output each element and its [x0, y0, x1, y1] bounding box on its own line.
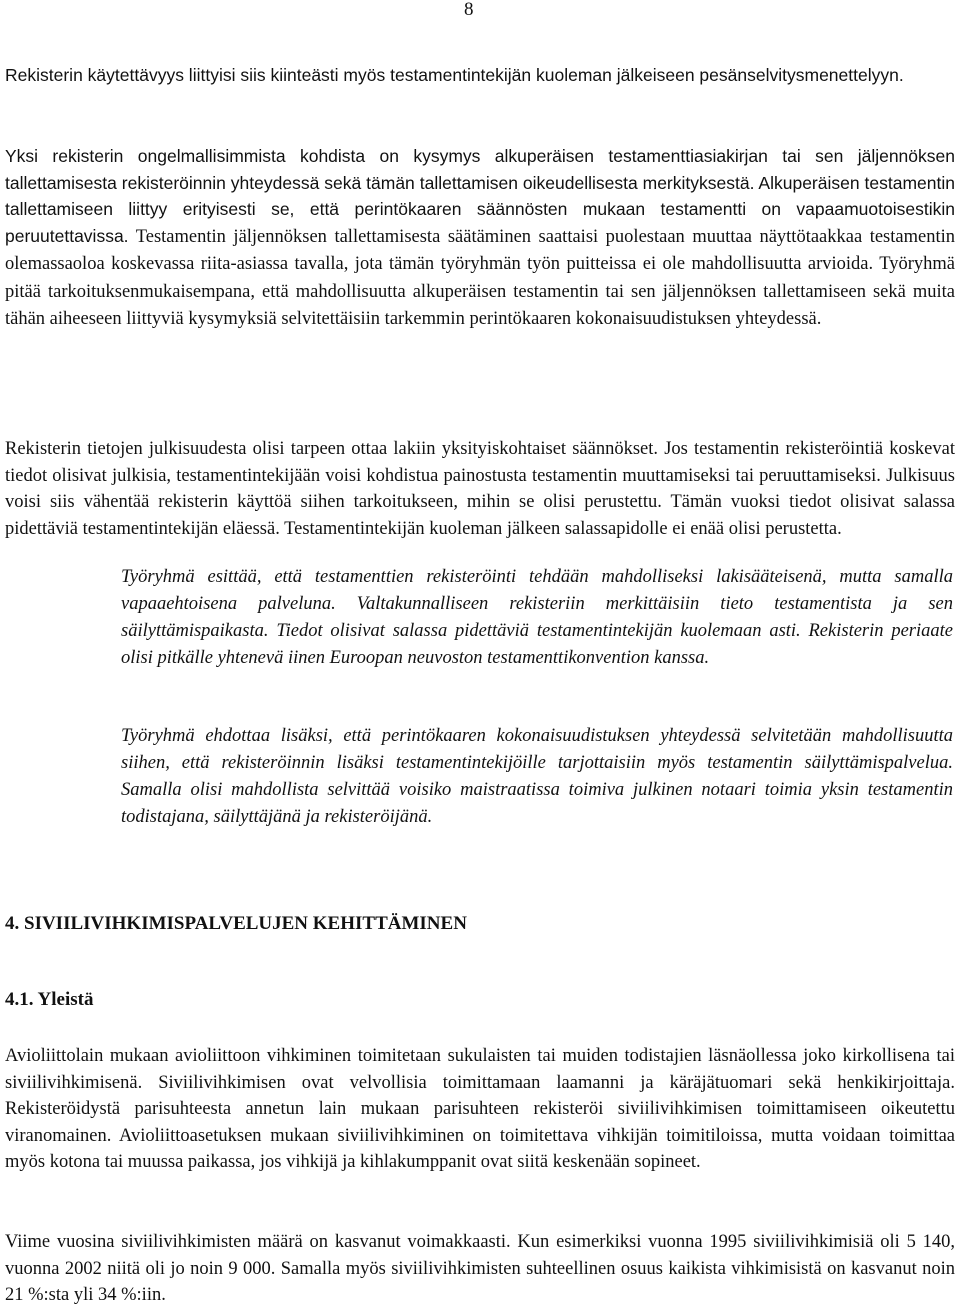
paragraph-civil-marriage-law: Avioliittolain mukaan avioliittoon vihkiminen toimitetaan sukulaisten tai muiden todistajien läsnäollessa joko kirkollisena tai siviilivihkimisenä. Siviilivihkimisen ovat velvollisia toimittamaan laamanni ja käräjätuomari sekä henkikirjoittaja. Rekisteröidystä parisuhteesta annetun lain mukaan parisuhteen rekisteröi siviilivihkimisen toimittamiseen oikeutettu viranomainen. Avioliittoasetuksen mukaan siviilivihkiminen on toimitettava vihkijän toimitiloissa, mutta voidaan toimittaa myös kotona tai muussa paikassa, jos vihkijä ja kihlakumppanit ovat siitä keskenään sopineet.	[5, 1046, 955, 1172]
proposal-registration: Työryhmä esittää, että testamenttien rekisteröinti tehdään mahdolliseksi lakisääteisenä, mutta samalla vapaaehtoisena palveluna. Valtakunnalliseen rekisteriin merkittäisiin tieto testamentista ja sen säilyttämispaikasta. Tiedot olisivat salassa pidettäviä testamentintekijän kuolemaan asti. Rekisterin periaate olisi pitkälle yhtenevä iinen Euroopan neuvoston testamenttikonvention kanssa.	[121, 567, 953, 668]
paragraph-civil-marriage-statistics: Viime vuosina siviilivihkimisten määrä on kasvanut voimakkaasti. Kun esimerkiksi vuonna 1995 siviilivihkimisiä oli 5 140, vuonna 2002 niitä oli jo noin 9 000. Samalla myös siviilivihkimisten suhteellinen osuus kaikista vihkimisistä on kasvanut noin 21 %:sta yli 34 %:iin.	[5, 1232, 955, 1305]
section-heading: 4. SIVIILIVIHKIMISPALVELUJEN KEHITTÄMINEN	[5, 913, 467, 934]
paragraph-original-testament-storage-part1: Yksi rekisterin ongelmallisimmista kohdista on kysymys alkuperäisen testamenttiasiakirjan tai sen jäljennöksen tallettamisesta rekisteröinnin yhteydessä sekä tämän tallettamisen oikeudellisesta merkityksestä. Alkuperäisen testamentin tallettamiseen liittyy erityisesti se, että perintökaaren säännösten mukaan testamentti on vapaamuotoisestikin peruutettavissa.	[5, 146, 955, 246]
page-number: 8	[464, 0, 474, 20]
paragraph-registry-usability: Rekisterin käytettävyys liittyisi siis kiinteästi myös testamentintekijän kuoleman jälkeiseen pesänselvitysmenettelyyn.	[5, 65, 904, 85]
paragraph-original-testament-storage	[5, 143, 955, 333]
paragraph-original-testament-storage-part2: Testamentin jäljennöksen tallettamisesta säätäminen saattaisi puolestaan muuttaa näyttötaakkaa testamentin olemassaoloa koskevassa riita-asiassa tavalla, jota tämän työryhmän työn puitteissa ei ole mahdollisuutta arvioida. Työryhmä pitää tarkoituksenmukaisempana, että mahdollisuutta alkuperäisen testamentin tai sen jäljennöksen tallettamiseen sekä muita tähän aiheeseen liittyviä kysymyksiä selvitettäisiin tarkemmin perintökaaren kokonaisuudistuksen yhteydessä.	[5, 226, 955, 329]
subsection-heading: 4.1. Yleistä	[5, 989, 94, 1010]
proposal-storage-service: Työryhmä ehdottaa lisäksi, että perintökaaren kokonaisuudistuksen yhteydessä selvitetään mahdollisuutta siihen, että rekisteröinnin lisäksi testamentintekijöille tarjottaisiin myös testamentin säilyttämispalvelua. Samalla olisi mahdollista selvittää voisiko maistraatissa toimiva julkinen notaari toimia yksin testamentin todistajana, säilyttäjänä ja rekisteröijänä.	[121, 726, 953, 827]
paragraph-registry-publicity: Rekisterin tietojen julkisuudesta olisi tarpeen ottaa lakiin yksityiskohtaiset säännökset. Jos testamentin rekisteröintiä koskevat tiedot olisivat julkisia, testamentintekijään voisi kohdistua painostusta testamentin muuttamiseksi tai peruuttamiseksi. Julkisuus voisi siis vähentää rekisterin käyttöä siihen tarkoitukseen, mihin se olisi perustettu. Tämän vuoksi tiedot olisivat salassa pidettäviä testamentintekijän eläessä. Testamentintekijän kuoleman jälkeen salassapidolle ei enää olisi perustetta.	[5, 439, 955, 539]
